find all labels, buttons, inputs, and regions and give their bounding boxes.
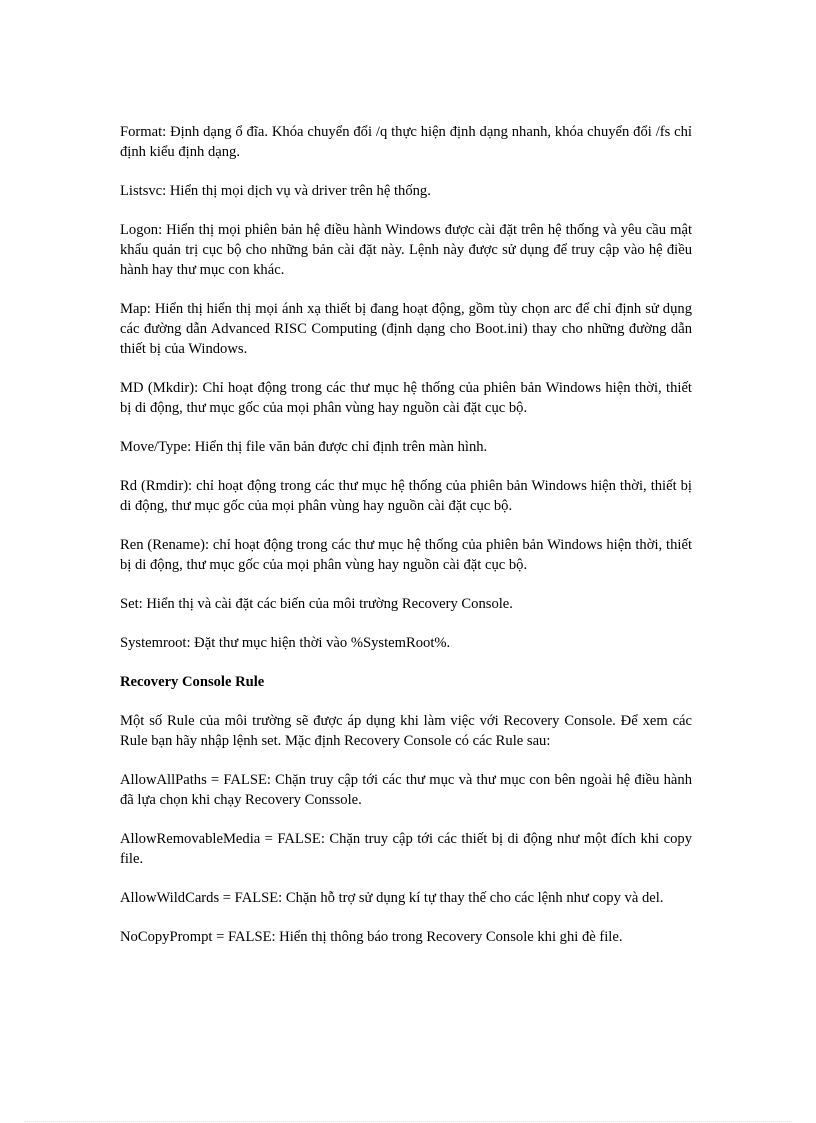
paragraph-allowwildcards: AllowWildCards = FALSE: Chặn hỗ trợ sử dụng kí tự thay thế cho các lệnh như copy và del. bbox=[120, 890, 664, 906]
paragraph-md: MD (Mkdir): Chỉ hoạt động trong các thư mục hệ thống của phiên bản Windows hiện thời, thiết bị di động, thư mục gốc của mọi phân vùng hay nguồn cài đặt cục bộ. bbox=[120, 380, 692, 416]
paragraph-allowallpaths: AllowAllPaths = FALSE: Chặn truy cập tới các thư mục và thư mục con bên ngoài hệ điều hành đã lựa chọn khi chạy Recovery Conssole. bbox=[120, 772, 692, 808]
paragraph-listsvc: Listsvc: Hiển thị mọi dịch vụ và driver trên hệ thống. bbox=[120, 183, 431, 199]
paragraph-systemroot: Systemroot: Đặt thư mục hiện thời vào %SystemRoot%. bbox=[120, 635, 451, 651]
paragraph-nocopyprompt: NoCopyPrompt = FALSE: Hiển thị thông báo trong Recovery Console khi ghi đè file. bbox=[120, 929, 623, 945]
paragraph-format: Format: Định dạng ổ đĩa. Khóa chuyển đổi /q thực hiện định dạng nhanh, khóa chuyển đổi /fs chỉ định kiểu định dạng. bbox=[120, 124, 692, 160]
document-body bbox=[120, 122, 692, 966]
paragraph-allowremovablemedia: AllowRemovableMedia = FALSE: Chặn truy cập tới các thiết bị di động như một đích khi copy file. bbox=[120, 831, 692, 867]
paragraph-set: Set: Hiển thị và cài đặt các biến của môi trường Recovery Console. bbox=[120, 596, 513, 612]
section-heading: Recovery Console Rule bbox=[120, 674, 265, 690]
paragraph-rules-intro: Một số Rule của môi trường sẽ được áp dụng khi làm việc với Recovery Console. Để xem các Rule bạn hãy nhập lệnh set. Mặc định Recovery Console có các Rule sau: bbox=[120, 713, 692, 749]
paragraph-logon: Logon: Hiển thị mọi phiên bản hệ điều hành Windows được cài đặt trên hệ thống và yêu cầu mật khẩu quản trị cục bộ cho những bản cài đặt này. Lệnh này được sử dụng để truy cập vào hệ điều hành hay thư mục con khác. bbox=[120, 222, 692, 278]
paragraph-rd: Rd (Rmdir): chỉ hoạt động trong các thư mục hệ thống của phiên bản Windows hiện thời, thiết bị di động, thư mục gốc của mọi phân vùng hay nguồn cài đặt cục bộ. bbox=[120, 478, 692, 514]
page-bottom-border bbox=[24, 1121, 792, 1122]
paragraph-map: Map: Hiển thị hiển thị mọi ánh xạ thiết bị đang hoạt động, gồm tùy chọn arc để chỉ định sử dụng các đường dẫn Advanced RISC Computing (định dạng cho Boot.ini) thay cho những đường dẫn thiết bị của Windows. bbox=[120, 301, 692, 357]
paragraph-move-type: Move/Type: Hiển thị file văn bản được chỉ định trên màn hình. bbox=[120, 439, 488, 455]
paragraph-ren: Ren (Rename): chỉ hoạt động trong các thư mục hệ thống của phiên bản Windows hiện thời, thiết bị di động, thư mục gốc của mọi phân vùng hay nguồn cài đặt cục bộ. bbox=[120, 537, 692, 573]
